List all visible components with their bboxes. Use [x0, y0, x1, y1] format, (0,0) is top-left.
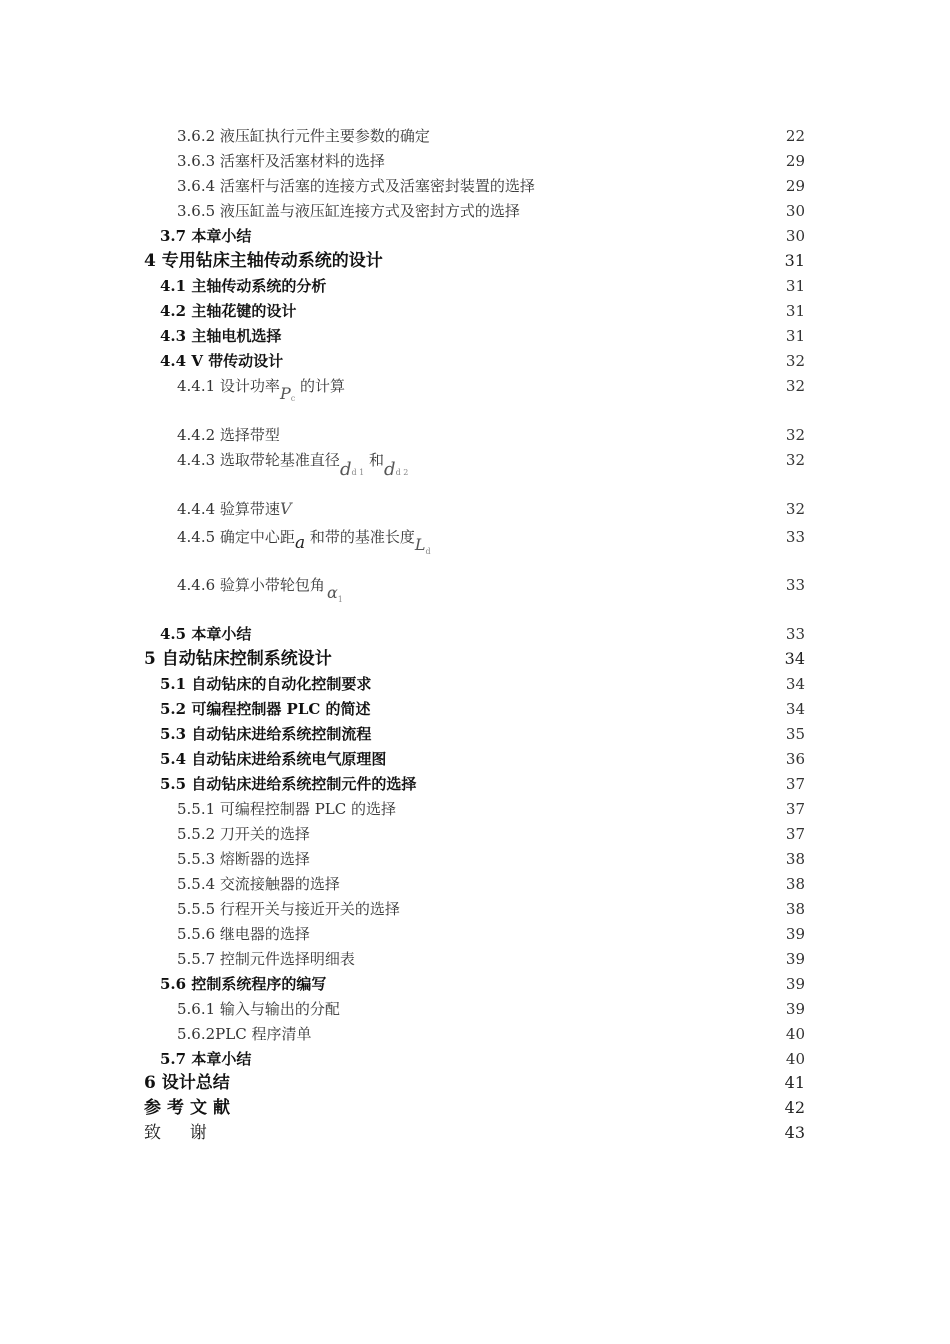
toc-entry-page: 40 — [785, 1025, 805, 1043]
toc-entry-5-5[interactable] — [0, 774, 950, 798]
toc-entry-page: 32 — [785, 352, 805, 370]
toc-entry-page: 37 — [785, 775, 805, 793]
toc-entry-5-5-1[interactable] — [0, 799, 950, 823]
toc-entry-page: 32 — [785, 500, 805, 518]
toc-entry-title: 5.5.4 交流接触器的选择 — [177, 875, 340, 893]
toc-entry-title: 4.2 主轴花键的设计 — [160, 302, 297, 320]
toc-entry-title: 5.3 自动钻床进给系统控制流程 — [160, 725, 372, 743]
toc-entry-title: 3.6.2 液压缸执行元件主要参数的确定 — [177, 127, 430, 145]
formula-symbol: a — [294, 533, 306, 553]
formula-symbol: d — [339, 459, 352, 480]
toc-entry-4-4-5[interactable] — [0, 527, 950, 556]
toc-entry-5-5-4[interactable] — [0, 874, 950, 898]
toc-entry-page: 33 — [785, 528, 805, 546]
toc-entry-title: 4.4.2 选择带型 — [177, 426, 280, 444]
formula-subscript: d 1 — [351, 468, 365, 477]
toc-entry-5-2[interactable] — [0, 699, 950, 723]
toc-entry-page: 29 — [785, 152, 805, 170]
toc-entry-title: 5.5.6 继电器的选择 — [177, 925, 310, 943]
toc-acknowledgements[interactable] — [0, 1123, 950, 1147]
toc-entry-page: 38 — [785, 875, 805, 893]
toc-chapter-6[interactable] — [0, 1073, 950, 1097]
toc-entry-3-6-4[interactable] — [0, 176, 950, 200]
toc-entry-title — [177, 376, 345, 403]
toc-entry-4-4-3[interactable] — [0, 450, 950, 480]
toc-entry-page: 43 — [784, 1123, 805, 1142]
toc-entry-5-5-5[interactable] — [0, 899, 950, 923]
toc-entry-title: 5.5 自动钻床进给系统控制元件的选择 — [160, 775, 417, 793]
toc-entry-5-6-1[interactable] — [0, 999, 950, 1023]
toc-entry-title: 4.4 V 带传动设计 — [160, 352, 284, 370]
toc-entry-4-4[interactable] — [0, 351, 950, 375]
toc-entry-title: 5 自动钻床控制系统设计 — [144, 649, 332, 669]
toc-entry-text-2: 和 — [369, 451, 385, 469]
formula-symbol-2: L — [414, 535, 426, 554]
toc-entry-text: 4.4.4 验算带速 — [177, 500, 280, 518]
toc-entry-page: 33 — [785, 576, 805, 594]
toc-entry-page: 32 — [785, 451, 805, 469]
toc-entry-page: 38 — [785, 850, 805, 868]
toc-entry-title: 5.6 控制系统程序的编写 — [160, 975, 327, 993]
toc-entry-5-6-2[interactable] — [0, 1024, 950, 1048]
toc-entry-page: 29 — [785, 177, 805, 195]
toc-entry-5-5-6[interactable] — [0, 924, 950, 948]
toc-entry-title: 致 谢 — [144, 1123, 213, 1143]
formula-symbol: α — [326, 583, 338, 602]
toc-entry-text-2: 的计算 — [299, 377, 345, 395]
toc-entry-4-4-4[interactable] — [0, 499, 950, 523]
toc-entry-page: 32 — [785, 377, 805, 395]
toc-entry-5-5-3[interactable] — [0, 849, 950, 873]
toc-entry-title: 5.6.1 输入与输出的分配 — [177, 1000, 340, 1018]
toc-entry-5-6[interactable] — [0, 974, 950, 998]
toc-entry-5-4[interactable] — [0, 749, 950, 773]
toc-entry-4-1[interactable] — [0, 276, 950, 300]
toc-entry-page: 35 — [785, 725, 805, 743]
toc-entry-page: 37 — [785, 800, 805, 818]
toc-entry-page: 39 — [785, 1000, 805, 1018]
toc-entry-text: 4.4.5 确定中心距 — [177, 528, 295, 546]
toc-entry-title: 3.6.4 活塞杆与活塞的连接方式及活塞密封装置的选择 — [177, 177, 535, 195]
toc-entry-page: 38 — [785, 900, 805, 918]
toc-entry-3-7[interactable] — [0, 226, 950, 250]
formula-subscript: 1 — [337, 595, 343, 604]
toc-entry-page: 41 — [784, 1073, 805, 1092]
toc-entry-title: 4.1 主轴传动系统的分析 — [160, 277, 327, 295]
toc-entry-text: 4.4.1 设计功率 — [177, 377, 280, 395]
toc-entry-page: 31 — [785, 327, 805, 345]
toc-entry-page: 33 — [785, 625, 805, 643]
toc-entry-page: 36 — [785, 750, 805, 768]
toc-entry-title: 3.6.5 液压缸盖与液压缸连接方式及密封方式的选择 — [177, 202, 520, 220]
toc-entry-title — [177, 499, 292, 519]
toc-entry-title: 5.5.1 可编程控制器 PLC 的选择 — [177, 800, 397, 818]
toc-entry-title: 4 专用钻床主轴传动系统的设计 — [144, 251, 383, 271]
toc-entry-title — [177, 575, 343, 604]
toc-entry-title: 3.6.3 活塞杆及活塞材料的选择 — [177, 152, 385, 170]
toc-entry-page: 30 — [785, 227, 805, 245]
toc-entry-5-1[interactable] — [0, 674, 950, 698]
toc-entry-4-3[interactable] — [0, 326, 950, 350]
toc-entry-4-4-1[interactable] — [0, 376, 950, 403]
toc-entry-title — [177, 527, 431, 556]
toc-entry-title: 5.2 可编程控制器 PLC 的简述 — [160, 700, 371, 718]
toc-entry-title: 5.5.3 熔断器的选择 — [177, 850, 310, 868]
toc-entry-page: 37 — [785, 825, 805, 843]
formula-subscript-2: d 2 — [395, 468, 409, 477]
toc-entry-5-5-7[interactable] — [0, 949, 950, 973]
toc-chapter-5[interactable] — [0, 649, 950, 673]
formula-symbol: P — [279, 384, 291, 403]
toc-entry-title: 5.1 自动钻床的自动化控制要求 — [160, 675, 372, 693]
toc-entry-title: 4.5 本章小结 — [160, 625, 252, 643]
toc-entry-title: 参考文献 — [144, 1098, 236, 1118]
toc-entry-3-6-3[interactable] — [0, 151, 950, 175]
toc-entry-4-2[interactable] — [0, 301, 950, 325]
toc-entry-page: 34 — [785, 700, 805, 718]
formula-subscript-2: d — [425, 547, 431, 556]
toc-entry-5-3[interactable] — [0, 724, 950, 748]
toc-entry-title: 4.3 主轴电机选择 — [160, 327, 282, 345]
toc-entry-title: 5.6.2PLC 程序清单 — [177, 1025, 312, 1043]
toc-entry-page: 34 — [784, 649, 805, 668]
toc-entry-page: 22 — [785, 127, 805, 145]
toc-entry-page: 39 — [785, 975, 805, 993]
toc-entry-3-6-5[interactable] — [0, 201, 950, 225]
toc-entry-5-7[interactable] — [0, 1049, 950, 1073]
toc-entry-title: 5.5.2 刀开关的选择 — [177, 825, 310, 843]
toc-chapter-4[interactable] — [0, 251, 950, 275]
toc-entry-title: 6 设计总结 — [144, 1073, 230, 1093]
toc-entry-title: 3.7 本章小结 — [160, 227, 252, 245]
toc-entry-page: 34 — [785, 675, 805, 693]
toc-references[interactable] — [0, 1098, 950, 1122]
toc-entry-title: 5.4 自动钻床进给系统电气原理图 — [160, 750, 387, 768]
toc-entry-text: 4.4.6 验算小带轮包角 — [177, 576, 325, 594]
formula-subscript: c — [290, 394, 296, 403]
toc-entry-5-5-2[interactable] — [0, 824, 950, 848]
toc-entry-page: 39 — [785, 950, 805, 968]
toc-entry-4-5[interactable] — [0, 624, 950, 648]
toc-entry-page: 40 — [785, 1050, 805, 1068]
toc-entry-page: 39 — [785, 925, 805, 943]
toc-entry-4-4-6[interactable] — [0, 575, 950, 604]
toc-entry-page: 31 — [785, 302, 805, 320]
toc-entry-title: 5.5.5 行程开关与接近开关的选择 — [177, 900, 400, 918]
formula-symbol-2: d — [384, 459, 396, 480]
toc-entry-title — [177, 450, 409, 480]
toc-entry-title: 5.5.7 控制元件选择明细表 — [177, 950, 355, 968]
toc-entry-text-2: 和带的基准长度 — [309, 528, 415, 546]
toc-entry-page: 42 — [784, 1098, 805, 1117]
toc-entry-page: 31 — [785, 277, 805, 295]
toc-entry-3-6-2[interactable] — [0, 126, 950, 150]
formula-symbol: V — [279, 499, 292, 518]
toc-entry-page: 31 — [784, 251, 805, 270]
toc-entry-text: 4.4.3 选取带轮基准直径 — [177, 451, 340, 469]
toc-entry-title: 5.7 本章小结 — [160, 1050, 252, 1068]
toc-entry-page: 32 — [785, 426, 805, 444]
toc-entry-4-4-2[interactable] — [0, 425, 950, 449]
toc-entry-page: 30 — [785, 202, 805, 220]
